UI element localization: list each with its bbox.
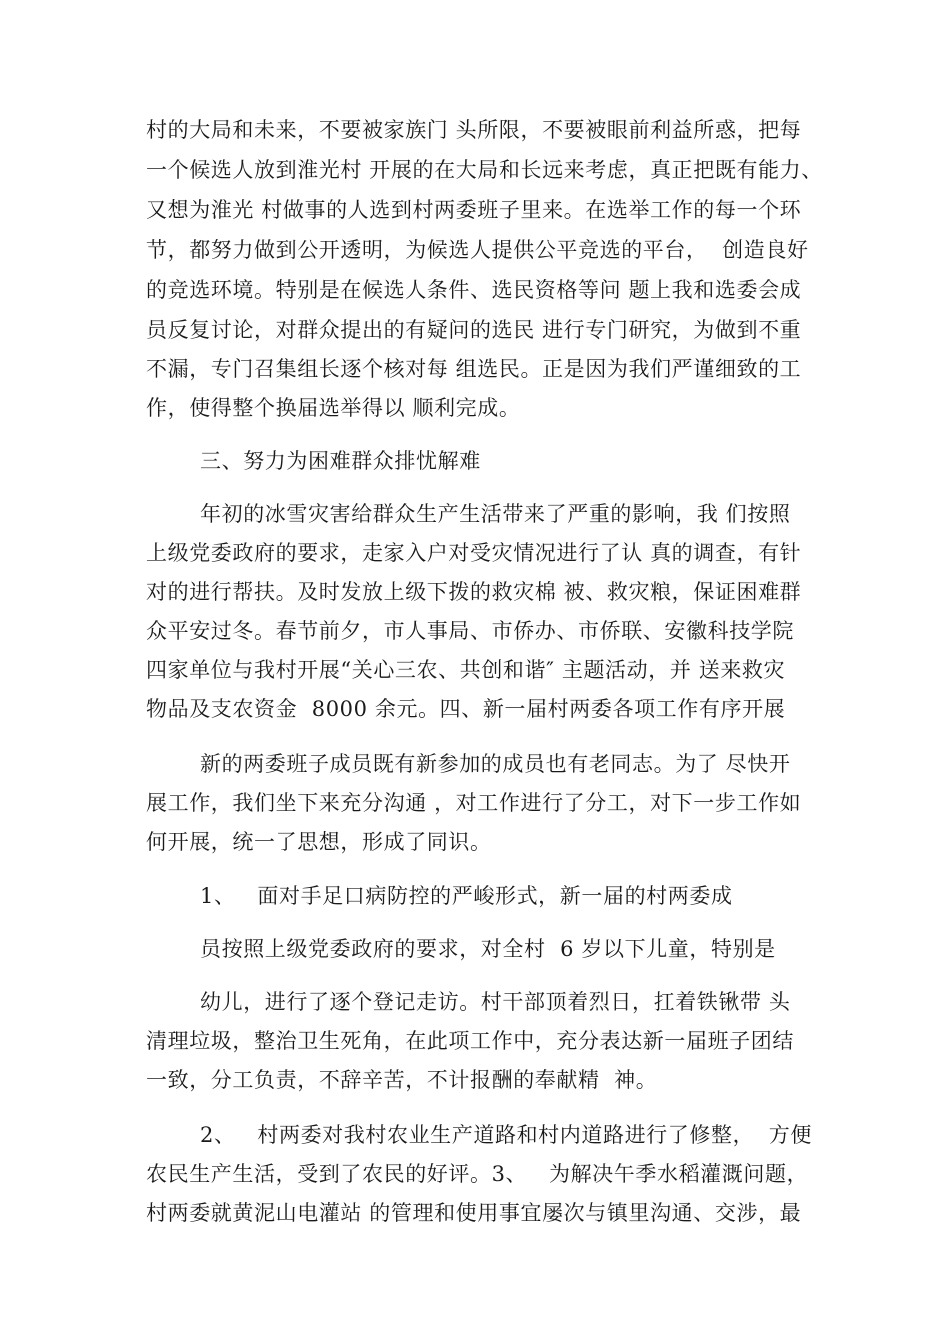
text-line: 作，使得整个换届选举得以 顺利完成。: [146, 396, 521, 420]
list-item: 2、 村两委对我村农业生产道路和村内道路进行了修整， 方便: [200, 1123, 812, 1147]
text-line: 一个候选人放到淮光村 开展的在大局和长远来考虑，真正把既有能力、: [146, 158, 823, 182]
text-line: 节，都努力做到公开透明，为候选人提供公平竞选的平台， 创造良好: [146, 238, 809, 262]
text-line: 何开展，统一了思想，形成了同识。: [146, 830, 492, 854]
text-line: 新的两委班子成员既有新参加的成员也有老同志。为了 尽快开: [200, 752, 791, 776]
text-line: 四家单位与我村开展“关心三农、共创和谐″ 主题活动，并 送来救灾: [146, 658, 786, 682]
text-line: 一致，分工负责，不辞辛苦，不计报酬的奉献精 神。: [146, 1068, 658, 1092]
text-line: 村的大局和未来，不要被家族门 头所限，不要被眼前利益所惑，把每: [146, 118, 802, 142]
text-line: 众平安过冬。春节前夕，市人事局、市侨办、市侨联、安徽科技学院: [146, 619, 794, 643]
text-line: 员按照上级党委政府的要求，对全村 6 岁以下儿童，特别是: [200, 937, 776, 961]
text-line: 员反复讨论，对群众提出的有疑问的选民 进行专门研究，为做到不重: [146, 318, 802, 342]
list-item: 1、 面对手足口病防控的严峻形式，新一届的村两委成: [200, 884, 733, 908]
text-line: 上级党委政府的要求，走家入户对受灾情况进行了认 真的调查，有针: [146, 541, 802, 565]
text-line: 村两委就黄泥山电灌站 的管理和使用事宜屡次与镇里沟通、交涉，最: [146, 1201, 802, 1225]
text-line: 对的进行帮扶。及时发放上级下拨的救灾棉 被、救灾粮，保证困难群: [146, 580, 802, 604]
text-line: 农民生产生活，受到了农民的好评。3、 为解决午季水稻灌溉问题，: [146, 1162, 809, 1186]
text-line: 不漏，专门召集组长逐个核对每 组选民。正是因为我们严谨细致的工: [146, 357, 802, 381]
text-line: 的竞选环境。特别是在候选人条件、选民资格等问 题上我和选委会成: [146, 278, 802, 302]
text-line: 清理垃圾，整治卫生死角，在此项工作中，充分表达新一届班子团结: [146, 1029, 794, 1053]
text-line: 物品及支农资金 8000 余元。四、新一届村两委各项工作有序开展: [146, 697, 786, 721]
text-line: 年初的冰雪灾害给群众生产生活带来了严重的影响，我 们按照: [200, 502, 791, 526]
text-line: 又想为淮光 村做事的人选到村两委班子里来。在选举工作的每一个环: [146, 198, 802, 222]
text-line: 展工作，我们坐下来充分沟通 ，对工作进行了分工，对下一步工作如: [146, 791, 802, 815]
section-heading: 三、努力为困难群众排忧解难: [200, 449, 481, 473]
text-line: 幼儿，进行了逐个登记走访。村干部顶着烈日，扛着铁锹带 头: [200, 990, 791, 1014]
